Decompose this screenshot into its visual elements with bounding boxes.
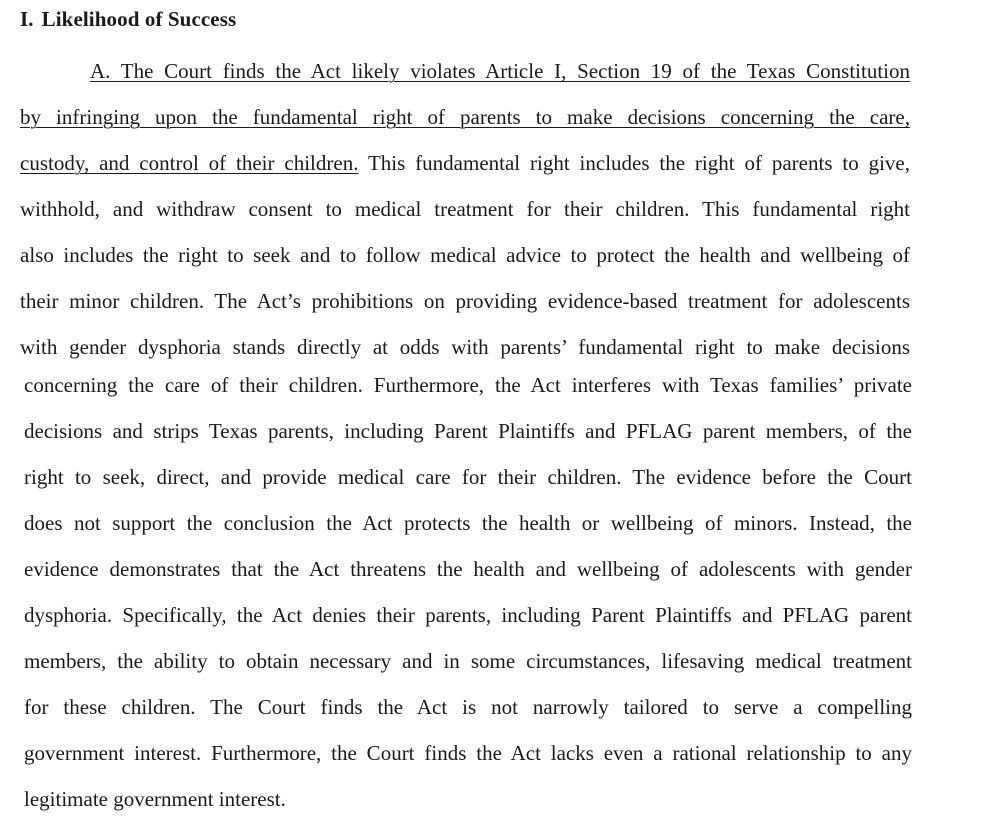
section-number: I. bbox=[20, 7, 34, 31]
finding-underlined-text: by infringing upon the fundamental right of parents to make decisions concerning the care, bbox=[20, 105, 910, 129]
paragraph-line-7 bbox=[20, 334, 910, 360]
paragraph-text: legitimate government interest. bbox=[24, 787, 286, 811]
paragraph-line-15 bbox=[24, 694, 912, 720]
paragraph-text: government interest. Furthermore, the Court finds the Act lacks even a rational relationship to any bbox=[24, 741, 912, 765]
paragraph-text: for these children. The Court finds the Act is not narrowly tailored to serve a compelling bbox=[24, 695, 912, 719]
paragraph-line-11 bbox=[24, 510, 912, 536]
paragraph-line-8 bbox=[24, 372, 912, 398]
paragraph-text: with gender dysphoria stands directly at odds with parents’ fundamental right to make decisions bbox=[20, 335, 910, 359]
paragraph-line-3 bbox=[20, 150, 910, 176]
paragraph-line-5 bbox=[20, 242, 910, 268]
paragraph-text: their minor children. The Act’s prohibitions on providing evidence-based treatment for adolescents bbox=[20, 289, 910, 313]
paragraph-text: evidence demonstrates that the Act threatens the health and wellbeing of adolescents with gender bbox=[24, 557, 912, 581]
paragraph-text: concerning the care of their children. Furthermore, the Act interferes with Texas families’ private bbox=[24, 373, 912, 397]
paragraph-line-10 bbox=[24, 464, 912, 490]
paragraph-line-1 bbox=[90, 58, 910, 84]
paragraph-text: also includes the right to seek and to follow medical advice to protect the health and wellbeing of bbox=[20, 243, 910, 267]
paragraph-text: This fundamental right includes the right of parents to give, bbox=[358, 151, 910, 175]
paragraph-text: members, the ability to obtain necessary and in some circumstances, lifesaving medical treatment bbox=[24, 649, 912, 673]
paragraph-text: dysphoria. Specifically, the Act denies their parents, including Parent Plaintiffs and PFLAG parent bbox=[24, 603, 912, 627]
section-heading bbox=[20, 7, 236, 32]
paragraph-line-17 bbox=[24, 786, 286, 812]
paragraph-text: withhold, and withdraw consent to medical treatment for their children. This fundamental right bbox=[20, 197, 910, 221]
paragraph-line-12 bbox=[24, 556, 912, 582]
paragraph-line-13 bbox=[24, 602, 912, 628]
section-title: Likelihood of Success bbox=[41, 7, 237, 31]
paragraph-text: does not support the conclusion the Act protects the health or wellbeing of minors. Instead, the bbox=[24, 511, 912, 535]
paragraph-text: decisions and strips Texas parents, including Parent Plaintiffs and PFLAG parent members, of the bbox=[24, 419, 912, 443]
paragraph-line-4 bbox=[20, 196, 910, 222]
paragraph-line-14 bbox=[24, 648, 912, 674]
paragraph-line-16 bbox=[24, 740, 912, 766]
paragraph-line-6 bbox=[20, 288, 910, 314]
paragraph-line-9 bbox=[24, 418, 912, 444]
finding-underlined-text: custody, and control of their children. bbox=[20, 151, 359, 175]
paragraph-line-2 bbox=[20, 104, 910, 130]
paragraph-text: right to seek, direct, and provide medical care for their children. The evidence before the Court bbox=[24, 465, 912, 489]
finding-underlined-text: A. The Court finds the Act likely violates Article I, Section 19 of the Texas Constitution bbox=[90, 59, 910, 83]
